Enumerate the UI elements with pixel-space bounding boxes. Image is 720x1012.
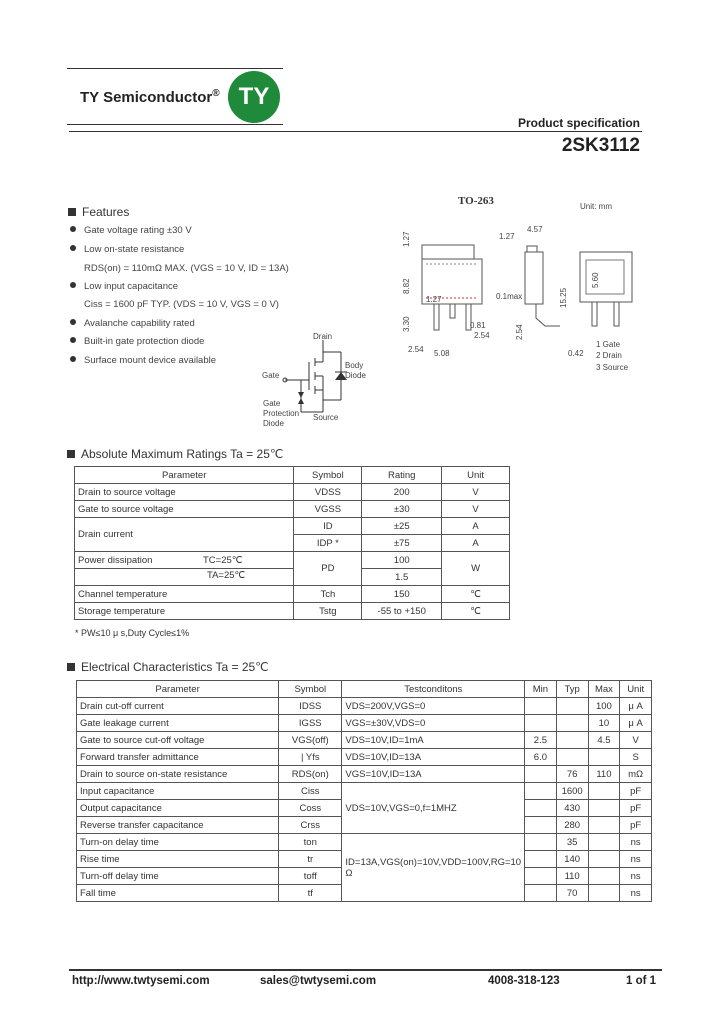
table-row: Drain current ID ±25 A — [75, 518, 510, 535]
table-row: Fall time tf 70 ns — [77, 885, 652, 902]
feature-item: Low input capacitance — [70, 281, 178, 292]
footer-website[interactable]: http://www.twtysemi.com — [72, 975, 210, 987]
ty-logo: TY — [228, 71, 280, 123]
footer-rule — [69, 969, 662, 971]
package-drawing — [400, 190, 650, 380]
dim-label: 15.25 — [559, 287, 568, 308]
dim-label: 5.08 — [434, 349, 450, 358]
dim-label: 5.60 — [591, 272, 600, 288]
schematic-label: Drain — [313, 332, 333, 341]
dim-label: 3.30 — [402, 316, 411, 332]
table-row: Output capacitance Coss 430 pF — [77, 800, 652, 817]
elec-table — [76, 680, 652, 902]
table-row: Gate to source voltage VGSS ±30 V — [75, 501, 510, 518]
feature-item: Low on-state resistance — [70, 244, 184, 255]
table-row: TA=25℃ 1.5 — [75, 569, 510, 586]
dim-label: 2.54 — [408, 345, 424, 354]
doc-type: Product specification — [517, 116, 640, 130]
feature-item: Avalanche capability rated — [70, 318, 195, 329]
company-name: TY Semiconductor® — [80, 88, 220, 106]
header-bottom-rule — [67, 124, 283, 125]
feature-item-detail: Ciss = 1600 pF TYP. (VDS = 10 V, VGS = 0 V) — [84, 299, 279, 310]
dim-label: 1.27 — [402, 231, 411, 247]
table-row: IDP * ±75 A — [75, 535, 510, 552]
table-row: Reverse transfer capacitance Crss 280 pF — [77, 817, 652, 834]
table-row: Channel temperature Tch 150 ℃ — [75, 586, 510, 603]
abs-max-table — [74, 466, 510, 620]
dim-label: 8.82 — [402, 278, 411, 294]
dim-label: 0.81 — [470, 321, 486, 330]
dim-label: 2.54 — [474, 331, 490, 340]
dim-label: 0.1max — [496, 292, 523, 301]
svg-text:Diode: Diode — [263, 419, 284, 428]
dim-label: 0.42 — [568, 349, 584, 358]
elec-title: Electrical Characteristics Ta = 25℃ — [67, 660, 269, 674]
schematic-label: Body — [345, 361, 364, 370]
lead-2 — [450, 304, 455, 318]
pin-label: 3 Source — [596, 363, 629, 372]
header-top-rule — [67, 68, 283, 69]
table-row: Storage temperature Tstg -55 to +150 ℃ — [75, 603, 510, 620]
package-name: TO-263 — [458, 195, 494, 207]
abs-max-title: Absolute Maximum Ratings Ta = 25℃ — [67, 447, 283, 461]
schematic-label: Diode — [345, 371, 366, 380]
table-row: Gate leakage current IGSS VGS=±30V,VDS=0 10 μ A — [77, 715, 652, 732]
table-row: Turn-off delay time toff 110 ns — [77, 868, 652, 885]
footer-page: 1 of 1 — [626, 975, 657, 987]
pin-label: 2 Drain — [596, 351, 622, 360]
package-unit: Unit: mm — [580, 202, 612, 211]
pin-label: 1 Gate — [596, 340, 621, 349]
table-header: Parameter Symbol Testconditons Min Typ Max Unit — [77, 681, 652, 698]
lead-1 — [434, 304, 439, 330]
side-body — [525, 252, 543, 304]
table-row: Turn-on delay time ton ID=13A,VGS(on)=10V,VDD=100V,RG=10 Ω 35 ns — [77, 834, 652, 851]
table-row: Drain to source on-state resistance RDS(on) VGS=10V,ID=13A 76 110 mΩ — [77, 766, 652, 783]
svg-text:Gate: Gate — [263, 399, 281, 408]
title-rule — [69, 131, 642, 132]
part-number: 2SK3112 — [561, 135, 640, 156]
table-row: Input capacitance Ciss VDS=10V,VGS=0,f=1MHZ 1600 pF — [77, 783, 652, 800]
side-lead — [536, 304, 560, 326]
dim-label: 4.57 — [527, 225, 543, 234]
abs-max-note: * PW≤10 μ s,Duty Cycle≤1% — [75, 628, 190, 638]
table-row: Drain cut-off current IDSS VDS=200V,VGS=0 100 μ A — [77, 698, 652, 715]
svg-text:Protection: Protection — [263, 409, 300, 418]
footer-phone: 4008-318-123 — [488, 975, 560, 987]
table-row: Gate to source cut-off voltage VGS(off) VDS=10V,ID=1mA 2.5 4.5 V — [77, 732, 652, 749]
dim-label: 1.27 — [499, 232, 515, 241]
dim-label: 1.27 — [426, 295, 442, 304]
tab-outline — [422, 245, 474, 259]
table-row: Drain to source voltage VDSS 200 V — [75, 484, 510, 501]
table-row: Power dissipation TC=25℃ PD 100 W — [75, 552, 510, 569]
feature-item-detail: RDS(on) = 110mΩ MAX. (VGS = 10 V, ID = 13A) — [84, 263, 289, 274]
schematic-label: Gate — [262, 371, 280, 380]
features-title: Features — [68, 205, 129, 219]
table-row: Forward transfer admittance | Yfs VDS=10V,ID=13A 6.0 S — [77, 749, 652, 766]
feature-item: Gate voltage rating ±30 V — [70, 225, 192, 236]
mosfet-schematic — [255, 328, 385, 428]
dim-label: 2.54 — [515, 324, 524, 340]
table-header: Parameter Symbol Rating Unit — [75, 467, 510, 484]
feature-item: Surface mount device available — [70, 355, 216, 366]
table-row: Rise time tr 140 ns — [77, 851, 652, 868]
schematic-label: Source — [313, 413, 339, 422]
footer-email[interactable]: sales@twtysemi.com — [260, 975, 377, 987]
feature-item: Built-in gate protection diode — [70, 336, 204, 347]
